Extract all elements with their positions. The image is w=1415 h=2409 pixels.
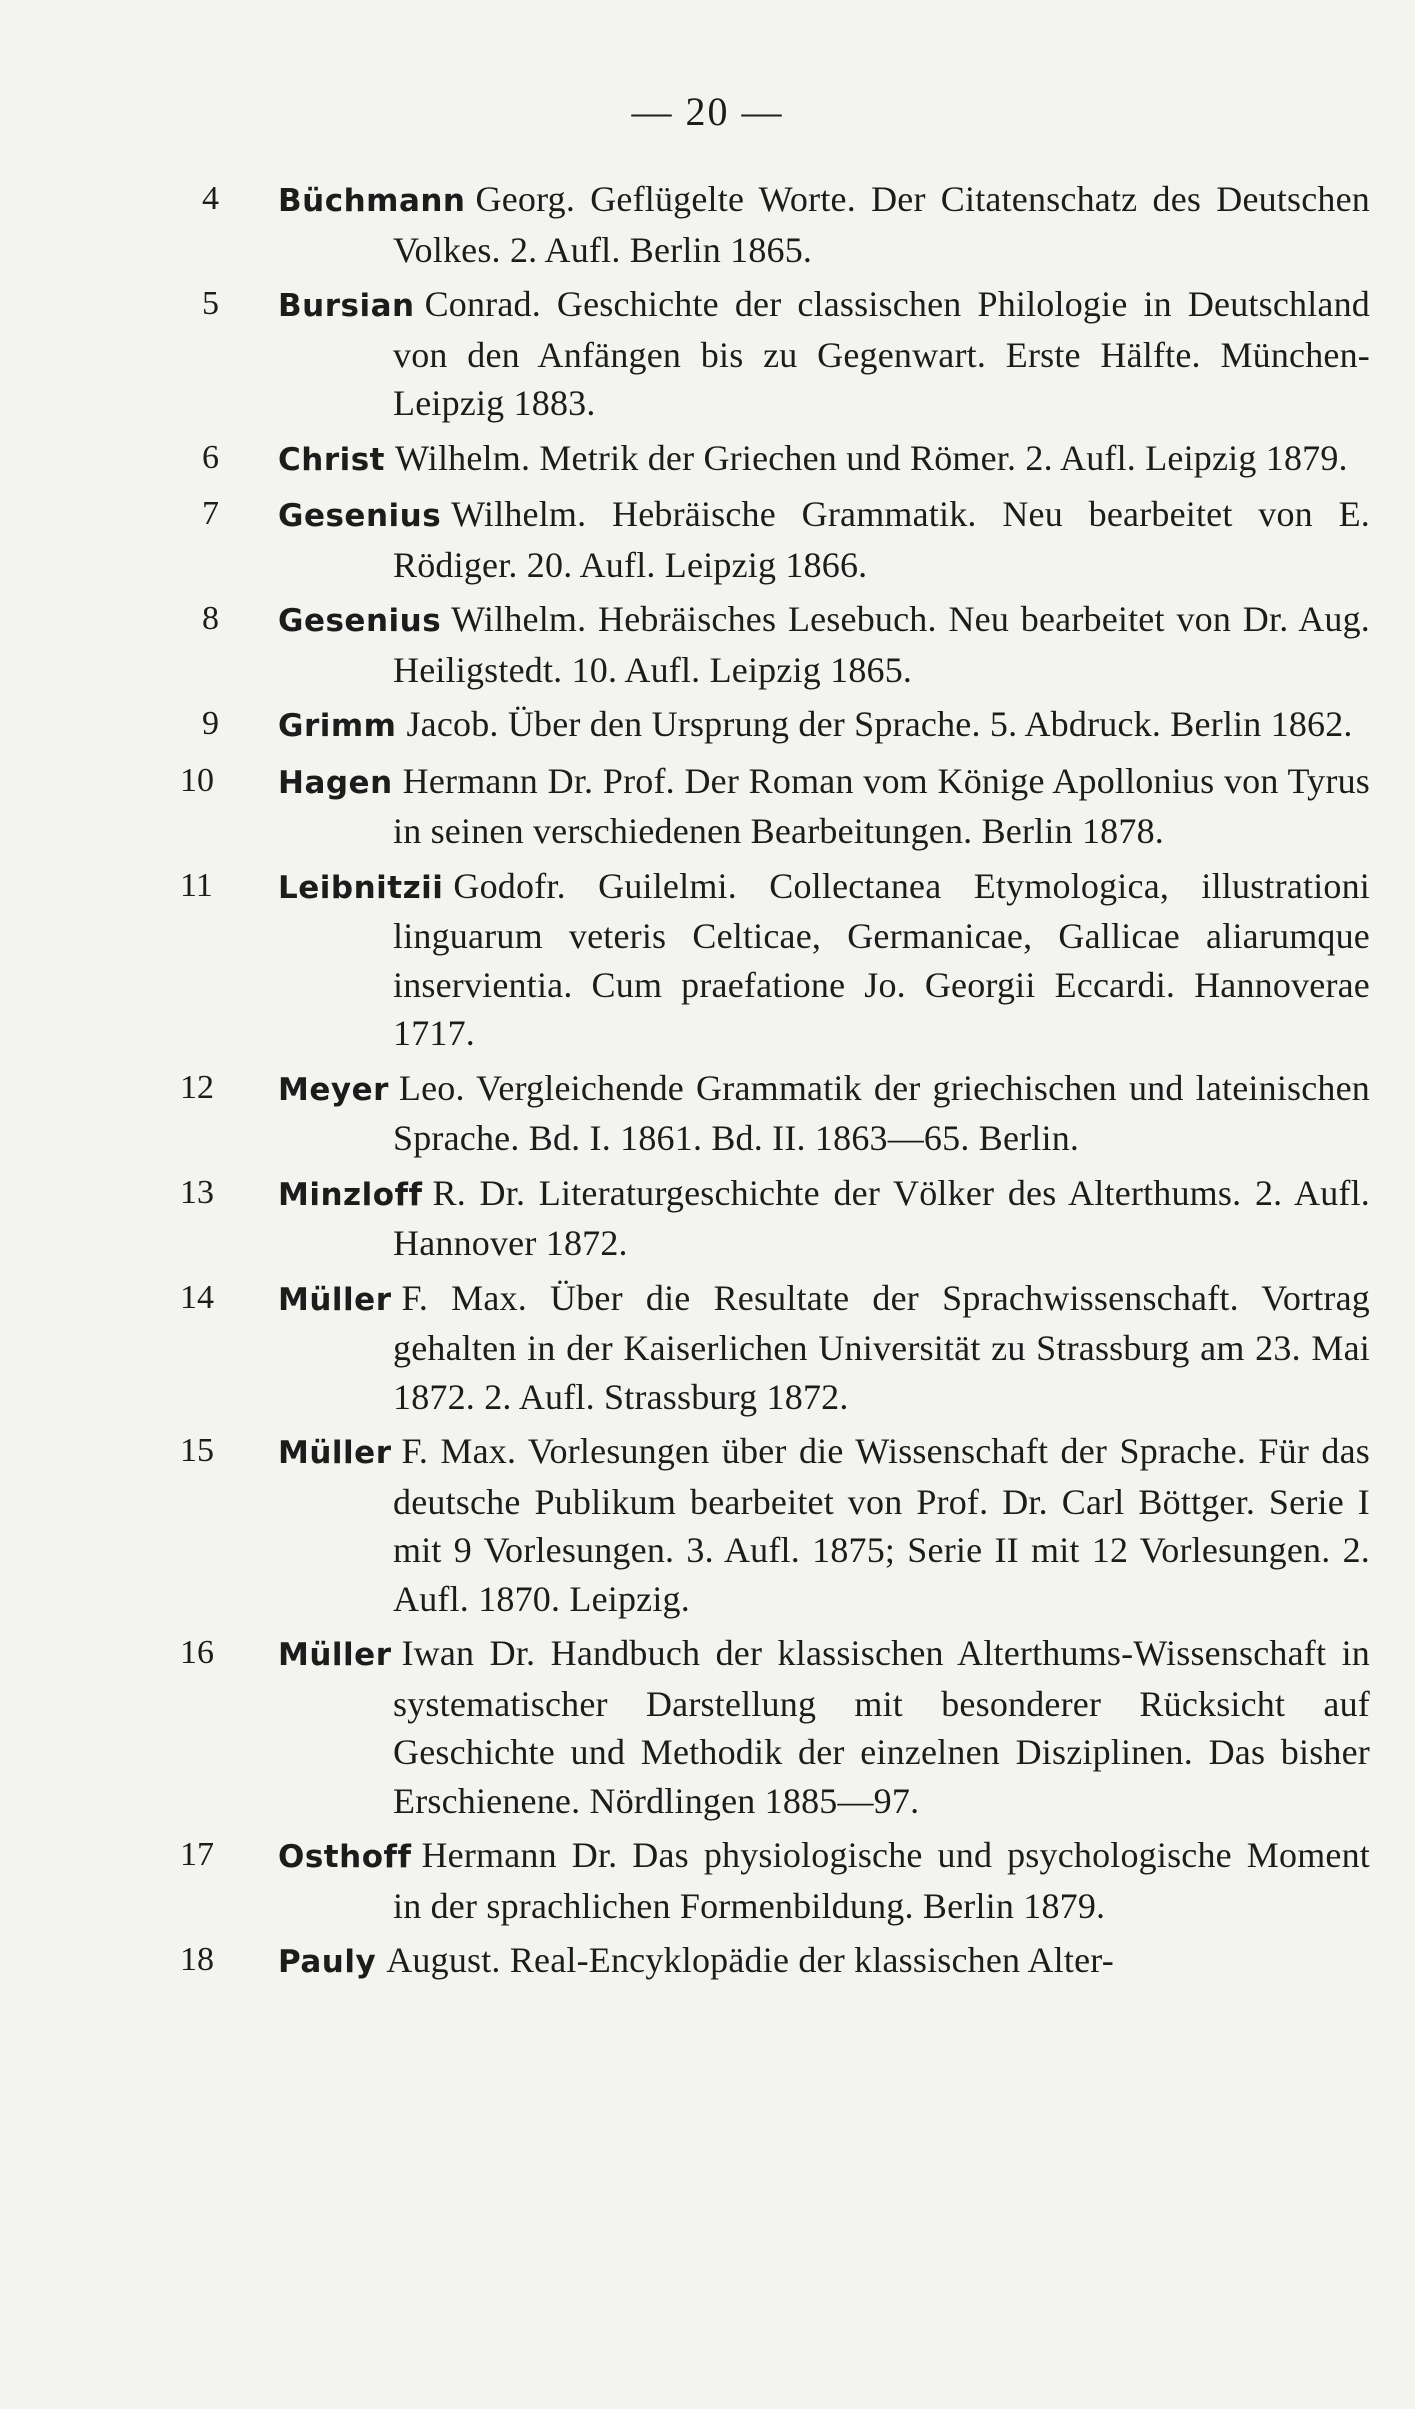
entry-number: 15 <box>180 1432 214 1469</box>
entry-author: Minzloff <box>278 1176 423 1213</box>
bibliography-entry <box>180 1169 1370 1268</box>
entry-number: 13 <box>180 1173 214 1211</box>
entry-body <box>278 1831 1370 1930</box>
bibliography-entry <box>180 175 1370 274</box>
entry-author: Pauly <box>278 1944 377 1980</box>
entry-number: 10 <box>180 761 214 799</box>
entry-author: Leibnitzii <box>278 869 444 906</box>
entry-text: Georg. Geflügelte Worte. Der Citatenschatz des Deutschen Volkes. 2. Aufl. Berlin 1865. <box>393 179 1370 270</box>
entry-author: Müller <box>278 1637 392 1673</box>
entry-author: Müller <box>278 1435 392 1471</box>
entry-author: Gesenius <box>278 498 442 534</box>
bibliography-entry <box>180 434 1370 485</box>
entry-body <box>278 595 1370 694</box>
entry-body <box>278 700 1370 751</box>
entry-text: F. Max. Über die Resultate der Sprachwissenschaft. Vortrag gehalten in der Kaiserlichen Universität zu Strassburg am 23. Mai 1872. 2. Aufl. Strassburg 1872. <box>393 1277 1370 1417</box>
entry-number: 11 <box>180 866 213 904</box>
entry-number: 8 <box>202 600 219 637</box>
entry-number: 6 <box>202 438 219 476</box>
bibliography-entry <box>180 757 1370 856</box>
entry-number: 16 <box>180 1634 214 1671</box>
entry-author: Christ <box>278 441 386 478</box>
bibliography-entry <box>180 595 1370 694</box>
entry-author: Gesenius <box>278 603 442 639</box>
page-number: — 20 — <box>631 89 784 134</box>
bibliography-entry <box>180 1629 1370 1825</box>
entry-author: Grimm <box>278 708 397 744</box>
entry-text: Wilhelm. Hebräische Grammatik. Neu bearbeitet von E. Rödiger. 20. Aufl. Leipzig 1866. <box>393 494 1370 585</box>
entry-body <box>278 434 1370 485</box>
entry-body <box>278 490 1370 589</box>
entry-author: Bursian <box>278 288 415 324</box>
entry-text: Iwan Dr. Handbuch der klassischen Alterthums-Wissenschaft in systematischer Darstellung mit besonderer Rücksicht auf Geschichte und Methodik der einzelnen Disziplinen. Das bisher Erschienene. Nördlingen 1885—97. <box>393 1633 1370 1821</box>
bibliography-list <box>180 175 1370 1993</box>
entry-text: Hermann Dr. Prof. Der Roman vom Könige Apollonius von Tyrus in seinen verschiedenen Bearbeitungen. Berlin 1878. <box>393 760 1370 851</box>
entry-number: 18 <box>180 1941 214 1978</box>
entry-text: Jacob. Über den Ursprung der Sprache. 5. Abdruck. Berlin 1862. <box>406 704 1353 744</box>
bibliography-entry <box>180 1427 1370 1623</box>
entry-number: 7 <box>202 495 219 532</box>
entry-author: Meyer <box>278 1071 389 1108</box>
entry-text: August. Real-Encyklopädie der klassischen Alter- <box>386 1940 1114 1980</box>
bibliography-entry <box>180 700 1370 751</box>
entry-number: 17 <box>180 1836 214 1873</box>
entry-body <box>278 1936 1370 1987</box>
entry-text: Hermann Dr. Das physiologische und psychologische Moment in der sprachlichen Formenbildung. Berlin 1879. <box>393 1835 1370 1926</box>
entry-text: Leo. Vergleichende Grammatik der griechischen und lateinischen Sprache. Bd. I. 1861. Bd. II. 1863—65. Berlin. <box>393 1067 1370 1158</box>
entry-author: Hagen <box>278 764 393 801</box>
entry-body <box>278 862 1370 1058</box>
entry-body <box>278 280 1370 428</box>
bibliography-entry <box>180 490 1370 589</box>
entry-text: Wilhelm. Metrik der Griechen und Römer. 2. Aufl. Leipzig 1879. <box>395 437 1348 478</box>
entry-text: Wilhelm. Hebräisches Lesebuch. Neu bearbeitet von Dr. Aug. Heiligstedt. 10. Aufl. Leipzig 1865. <box>393 599 1370 690</box>
bibliography-entry <box>180 862 1370 1058</box>
entry-text: Godofr. Guilelmi. Collectanea Etymologica, illustrationi linguarum veteris Celticae, Germanicae, Gallicae aliarumque inservientia. Cum praefatione Jo. Georgii Eccardi. Hannoverae 1717. <box>393 865 1370 1053</box>
entry-author: Müller <box>278 1281 392 1318</box>
entry-body <box>278 1629 1370 1825</box>
entry-number: 5 <box>202 285 219 322</box>
entry-body <box>278 757 1370 856</box>
bibliography-entry <box>180 1936 1370 1987</box>
entry-number: 14 <box>180 1278 214 1316</box>
entry-body <box>278 1169 1370 1268</box>
entry-body <box>278 175 1370 274</box>
entry-author: Osthoff <box>278 1839 412 1875</box>
entry-number: 9 <box>202 705 219 742</box>
entry-body <box>278 1274 1370 1422</box>
entry-text: R. Dr. Literaturgeschichte der Völker des Alterthums. 2. Aufl. Hannover 1872. <box>393 1172 1370 1263</box>
bibliography-entry <box>180 1274 1370 1422</box>
bibliography-entry <box>180 280 1370 428</box>
entry-number: 4 <box>202 180 219 217</box>
entry-body <box>278 1427 1370 1623</box>
entry-text: Conrad. Geschichte der classischen Philologie in Deutschland von den Anfängen bis zu Gegenwart. Erste Hälfte. München-Leipzig 1883. <box>393 284 1370 423</box>
entry-author: Büchmann <box>278 183 466 219</box>
entry-number: 12 <box>180 1068 214 1106</box>
bibliography-entry <box>180 1064 1370 1163</box>
entry-body <box>278 1064 1370 1163</box>
bibliography-entry <box>180 1831 1370 1930</box>
entry-text: F. Max. Vorlesungen über die Wissenschaft der Sprache. Für das deutsche Publikum bearbeitet von Prof. Dr. Carl Böttger. Serie I mit 9 Vorlesungen. 3. Aufl. 1875; Serie II mit 12 Vorlesungen. 2. Aufl. 1870. Leipzig. <box>393 1431 1370 1619</box>
